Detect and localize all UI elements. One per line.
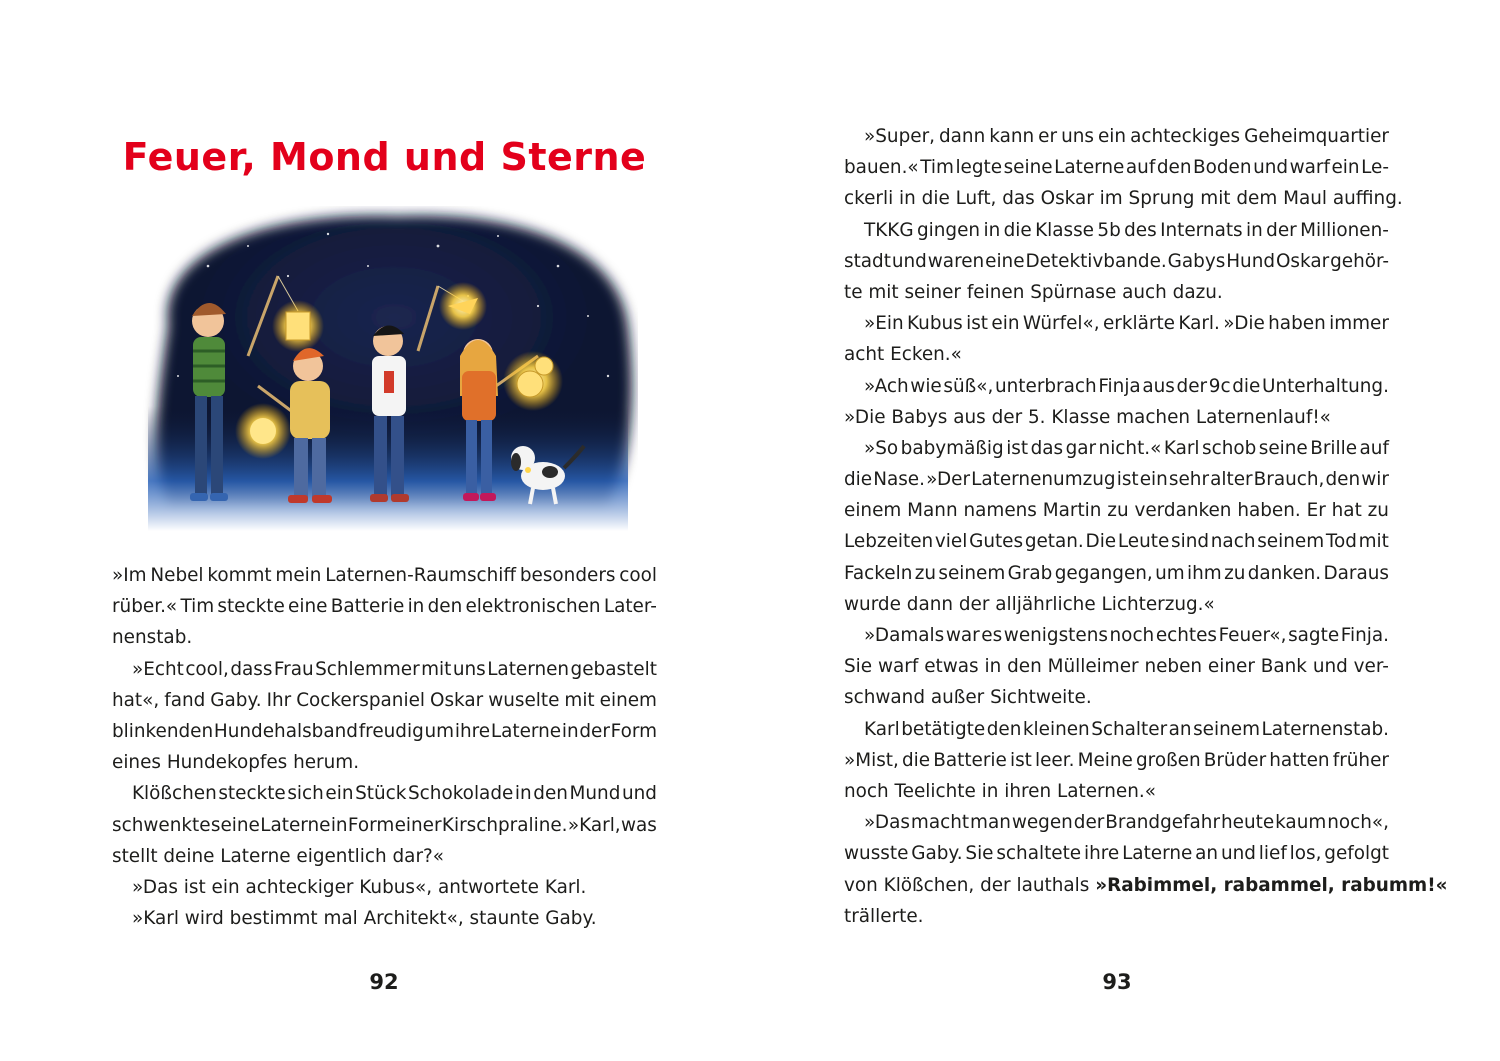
text-line: schwenkte seine Laterne in Form einer Kirschpraline. »Karl, was — [112, 814, 657, 836]
text-line: bauen.« Tim legte seine Laterne auf den Boden und warf ein Le- — [844, 157, 1389, 179]
right-body-text — [844, 121, 1448, 932]
text-line: »Das macht man wegen der Brandgefahr heute kaum noch«, — [864, 812, 1389, 834]
text-line: te mit seiner feinen Spürnase auch dazu. — [844, 281, 1223, 303]
text-line: von Klößchen, der lauthals »Rabimmel, rabammel, rabumm!« — [844, 870, 1389, 901]
text-line: blinkenden Hundehalsband freudig um ihre Laterne in der Form — [112, 720, 657, 742]
text-line: eines Hundekopfes herum. — [112, 752, 360, 774]
text-line: »Die Babys aus der 5. Klasse machen Laternenlauf!« — [844, 406, 1331, 428]
text-line: TKKG gingen in die Klasse 5b des Internats in der Millionen- — [864, 219, 1389, 241]
text-line: schwand außer Sichtweite. — [844, 687, 1092, 709]
text-line: Sie warf etwas in den Mülleimer neben einer Bank und ver- — [844, 656, 1389, 678]
text-line: »Karl wird bestimmt mal Architekt«, staunte Gaby. — [132, 908, 597, 930]
text-line: »Im Nebel kommt mein Laternen-Raumschiff besonders cool — [112, 565, 657, 586]
text-line: »Damals war es wenigstens noch echtes Feuer«, sagte Finja. — [864, 625, 1389, 646]
text-line: Klößchen steckte sich ein Stück Schokolade in den Mund und — [132, 783, 657, 805]
text-line: nenstab. — [112, 627, 193, 649]
right-page — [750, 0, 1500, 1061]
text-line: einem Mann namens Martin zu verdanken haben. Er hat zu — [844, 500, 1389, 522]
text-line: wusste Gaby. Sie schaltete ihre Laterne an und lief los, gefolgt — [844, 843, 1389, 865]
bold-chant-text: »Rabimmel, rabammel, rabumm!« — [1095, 874, 1448, 896]
text-line: »So babymäßig ist das gar nicht.« Karl schob seine Brille auf — [864, 437, 1389, 459]
left-body-text — [112, 560, 657, 934]
text-line: trällerte. — [844, 905, 924, 927]
text-line: »Mist, die Batterie ist leer. Meine großen Brüder hatten früher — [844, 749, 1389, 771]
text-line: stellt deine Laterne eigentlich dar?« — [112, 845, 445, 867]
chapter-title: Feuer, Mond und Sterne — [122, 135, 647, 179]
page-number-left: 92 — [369, 970, 399, 994]
text-line: hat«, fand Gaby. Ihr Cockerspaniel Oskar wuselte mit einem — [112, 689, 657, 711]
night-lantern-parade-illustration — [138, 206, 638, 536]
text-line: Lebzeiten viel Gutes getan. Die Leute sind nach seinem Tod mit — [844, 531, 1389, 553]
text-line: Karl betätigte den kleinen Schalter an seinem Laternenstab. — [864, 718, 1389, 740]
text-line: ckerli in die Luft, das Oskar im Sprung mit dem Maul auffing. — [844, 188, 1403, 210]
text-line: »Echt cool, dass Frau Schlemmer mit uns Laternen gebastelt — [132, 658, 657, 680]
text-line: wurde dann der alljährliche Lichterzug.« — [844, 593, 1215, 615]
page-number-right: 93 — [1102, 970, 1132, 994]
text-line: noch Teelichte in ihren Laternen.« — [844, 780, 1156, 802]
text-line: acht Ecken.« — [844, 344, 962, 366]
text-line: »Das ist ein achteckiger Kubus«, antwortete Karl. — [132, 876, 587, 898]
text-line: stadt und waren eine Detektivbande. Gabys Hund Oskar gehör- — [844, 250, 1389, 272]
text-line: »Ein Kubus ist ein Würfel«, erklärte Karl. »Die haben immer — [864, 313, 1389, 335]
text-line: »Super, dann kann er uns ein achteckiges Geheimquartier — [864, 126, 1389, 147]
text-line: »Ach wie süß«, unterbrach Finja aus der 9c die Unterhaltung. — [864, 375, 1389, 397]
text-line: die Nase. »Der Laternenumzug ist ein sehr alter Brauch, den wir — [844, 469, 1389, 491]
text-line: rüber.« Tim steckte eine Batterie in den elektronischen Later- — [112, 596, 657, 618]
text-line: Fackeln zu seinem Grab gegangen, um ihm zu danken. Daraus — [844, 562, 1389, 584]
